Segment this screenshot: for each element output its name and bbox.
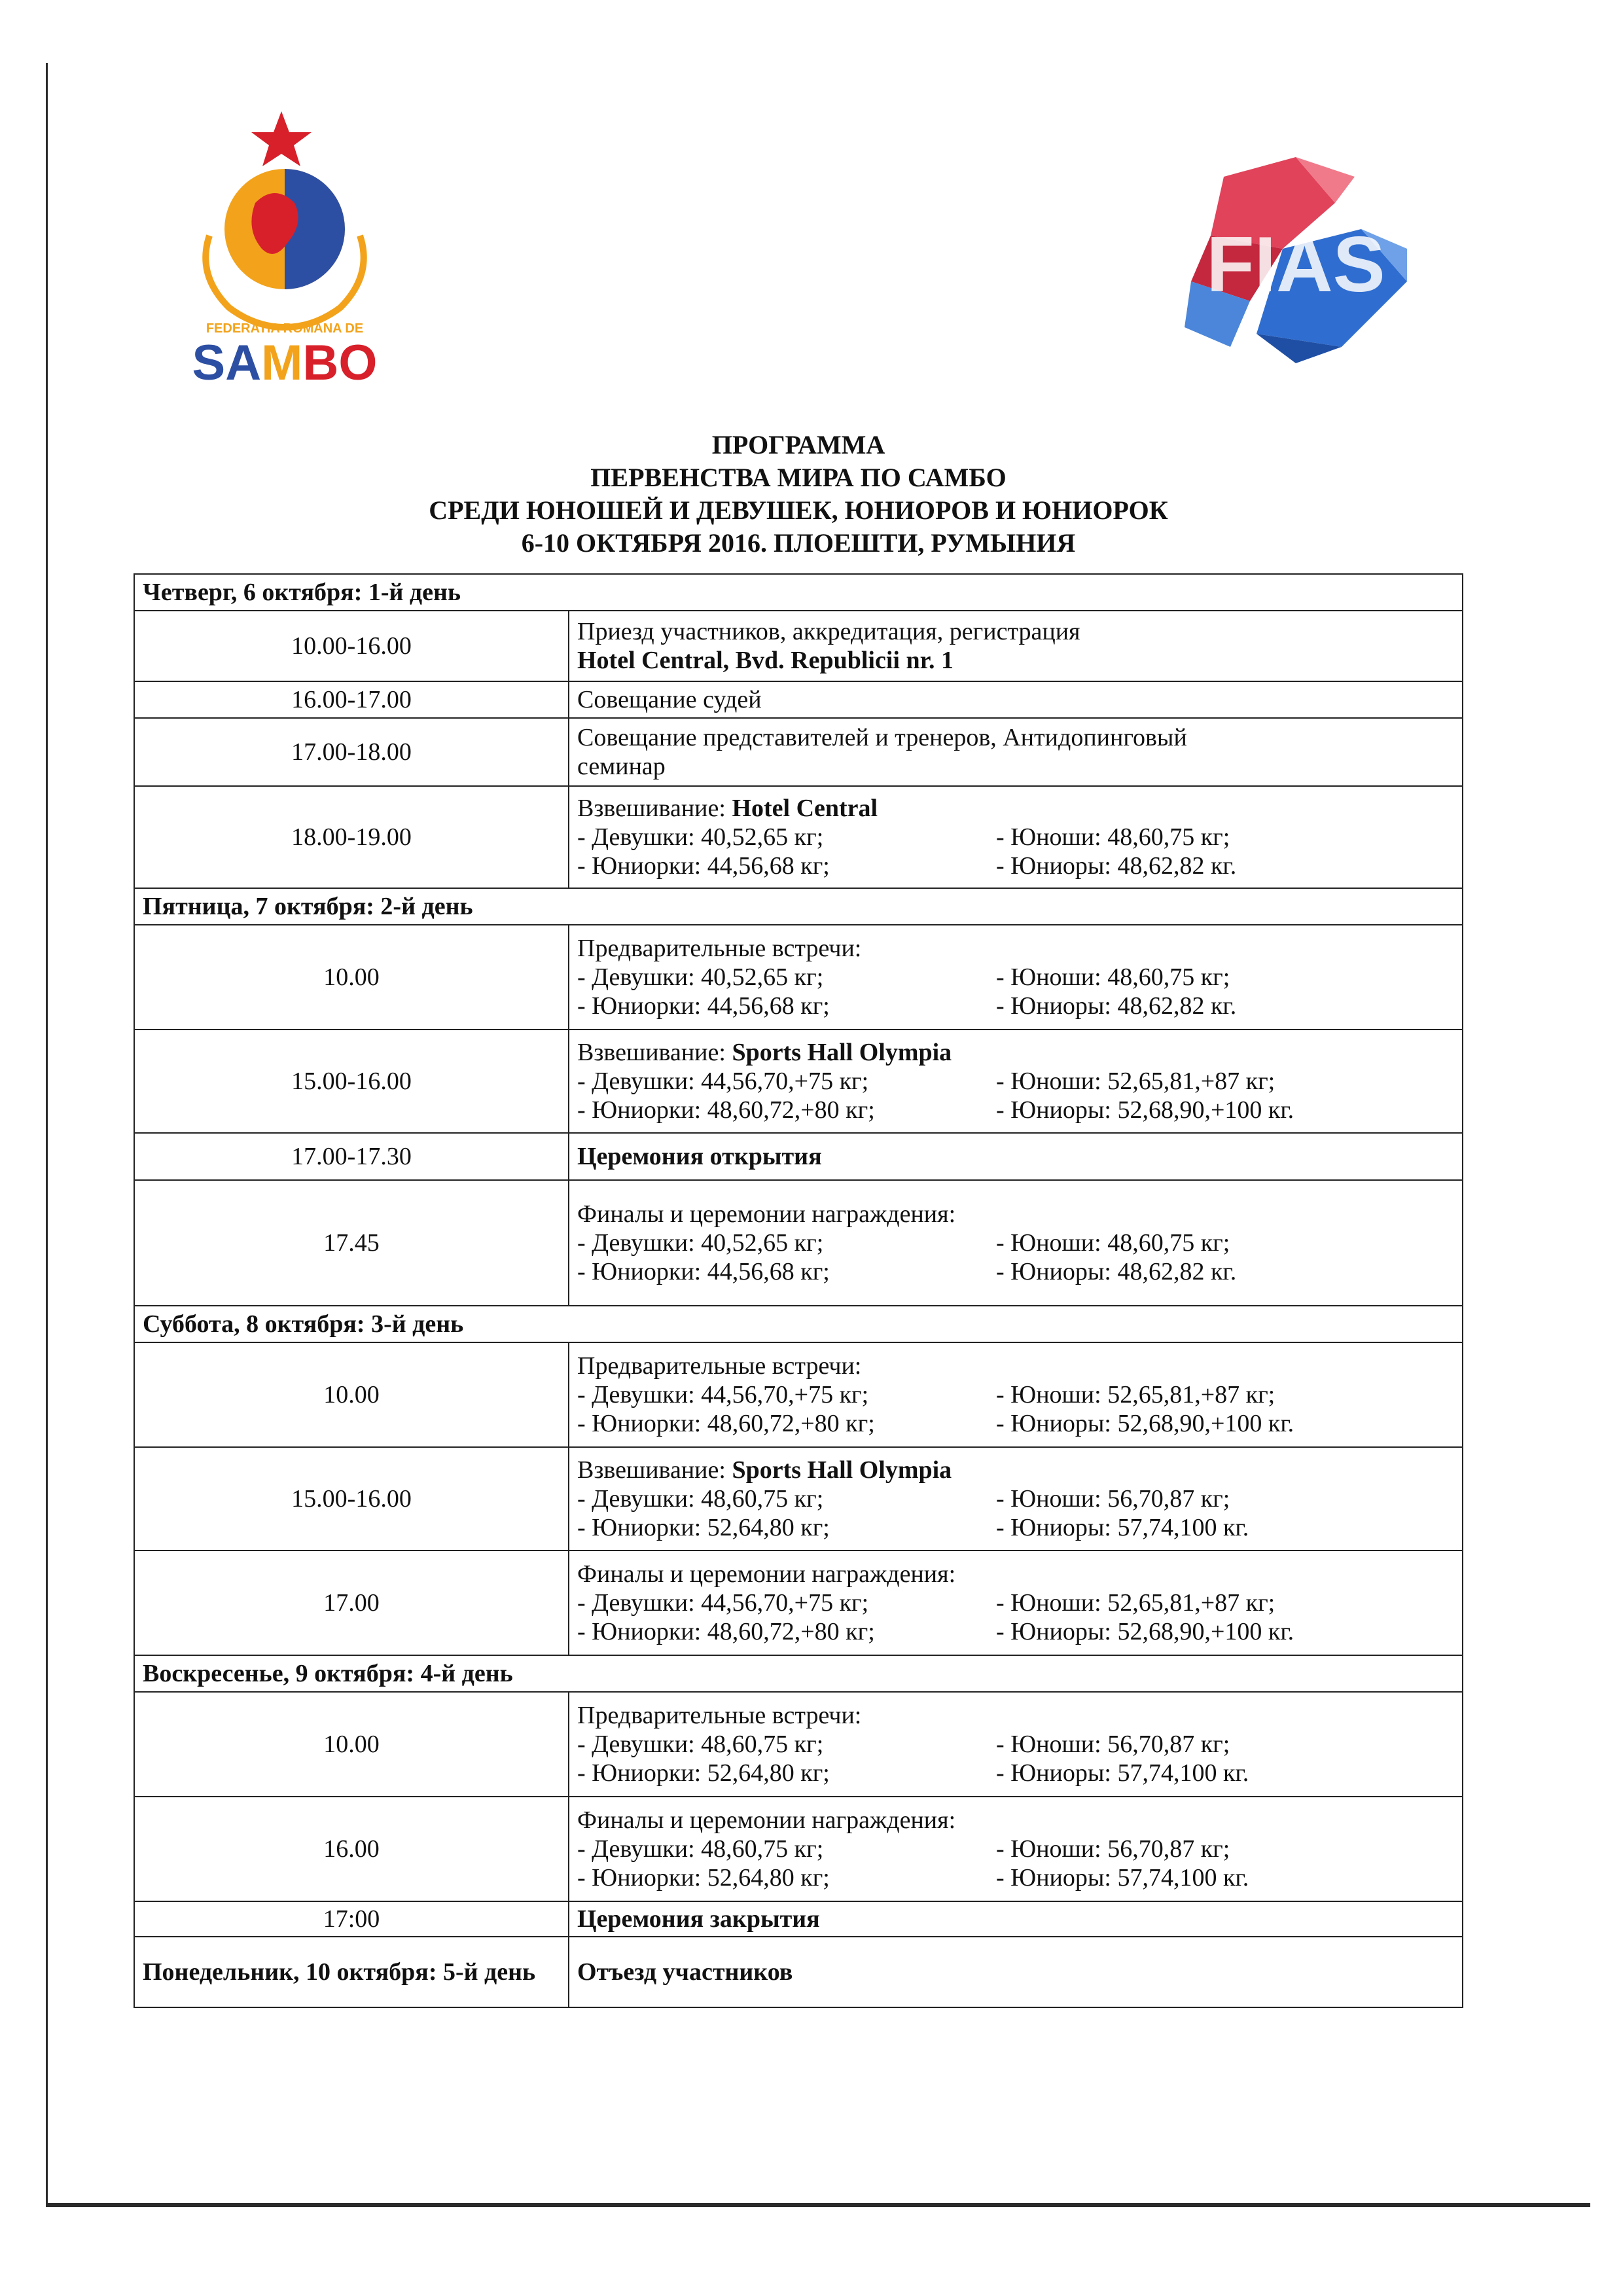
schedule-row [134, 681, 1463, 718]
weight-girls: - Девушки: 40,52,65 кг; [577, 1229, 824, 1257]
weight-boys: - Юноши: 56,70,87 кг; [996, 1835, 1230, 1863]
event-venue: Hotel Central [732, 795, 878, 822]
event-cell [569, 1180, 1463, 1306]
day-header-row [134, 888, 1463, 925]
weight-boys: - Юноши: 56,70,87 кг; [996, 1731, 1230, 1758]
event-cell [569, 786, 1463, 888]
schedule-row [134, 1133, 1463, 1180]
weight-junior-women: - Юниорки: 48,60,72,+80 кг; [577, 1410, 875, 1437]
weight-junior-men: - Юниоры: 57,74,100 кг. [996, 1514, 1249, 1541]
event-label: Предварительные встречи: [577, 1352, 862, 1380]
time-cell: 17:00 [134, 1901, 569, 1937]
logo-wordmark-3: BO [302, 335, 378, 391]
event-label: Взвешивание: [577, 1456, 732, 1484]
time-cell: 18.00-19.00 [134, 786, 569, 888]
day-4-header: Воскресенье, 9 октября: 4-й день [134, 1655, 1463, 1692]
schedule-row [134, 1447, 1463, 1551]
time-cell: 15.00-16.00 [134, 1030, 569, 1133]
time-cell: 17.00 [134, 1551, 569, 1655]
weight-girls: - Девушки: 44,56,70,+75 кг; [577, 1381, 869, 1408]
weight-junior-men: - Юниоры: 52,68,90,+100 кг. [996, 1618, 1294, 1645]
event-label: Финалы и церемонии награждения: [577, 1200, 956, 1228]
weight-junior-women: - Юниорки: 44,56,68 кг; [577, 992, 830, 1020]
svg-text:SAMBO [192, 335, 378, 391]
event-label: Финалы и церемонии награждения: [577, 1560, 956, 1588]
weight-boys: - Юноши: 48,60,75 кг; [996, 823, 1230, 851]
weight-junior-women: - Юниорки: 52,64,80 кг; [577, 1864, 830, 1892]
day-1-header: Четверг, 6 октября: 1-й день [134, 574, 1463, 611]
fias-logo [1171, 151, 1420, 367]
event-label: Предварительные встречи: [577, 935, 862, 962]
day-3-header: Суббота, 8 октября: 3-й день [134, 1306, 1463, 1342]
logo-wordmark-2: M [261, 335, 303, 391]
event-venue: Hotel Central, Bvd. Republicii nr. 1 [577, 647, 954, 674]
event-venue: Sports Hall Olympia [732, 1039, 952, 1066]
event-cell [569, 1447, 1463, 1551]
event-text: Совещание представителей и тренеров, Антидопинговый [577, 724, 1187, 751]
time-cell: 17.00-17.30 [134, 1133, 569, 1180]
event-venue: Sports Hall Olympia [732, 1456, 952, 1484]
event-text: Совещание судей [569, 681, 1463, 718]
time-cell: 16.00 [134, 1797, 569, 1901]
time-cell: 17.00-18.00 [134, 718, 569, 786]
day-header-row [134, 1655, 1463, 1692]
event-cell [569, 1692, 1463, 1797]
weight-boys: - Юноши: 48,60,75 кг; [996, 963, 1230, 991]
scan-border-left [46, 63, 48, 2203]
schedule-row [134, 1551, 1463, 1655]
weight-girls: - Девушки: 48,60,75 кг; [577, 1835, 824, 1863]
day-header-row [134, 1306, 1463, 1342]
weight-girls: - Девушки: 48,60,75 кг; [577, 1731, 824, 1758]
fias-logo-text: FIAS [1206, 221, 1385, 308]
event-label: Взвешивание: [577, 795, 732, 822]
title-line-4: 6-10 ОКТЯБРЯ 2016. ПЛОЕШТИ, РУМЫНИЯ [521, 528, 1076, 558]
weight-boys: - Юноши: 52,65,81,+87 кг; [996, 1381, 1275, 1408]
event-text: Церемония закрытия [569, 1901, 1463, 1937]
weight-junior-women: - Юниорки: 44,56,68 кг; [577, 852, 830, 880]
day-header-row [134, 574, 1463, 611]
event-text: Церемония открытия [569, 1133, 1463, 1180]
weight-junior-men: - Юниоры: 48,62,82 кг. [996, 992, 1237, 1020]
weight-junior-women: - Юниорки: 48,60,72,+80 кг; [577, 1096, 875, 1124]
schedule-row [134, 718, 1463, 786]
weight-boys: - Юноши: 48,60,75 кг; [996, 1229, 1230, 1257]
weight-junior-women: - Юниорки: 44,56,68 кг; [577, 1258, 830, 1285]
schedule-row [134, 611, 1463, 681]
schedule-row [134, 1180, 1463, 1306]
weight-girls: - Девушки: 40,52,65 кг; [577, 963, 824, 991]
event-cell [569, 1797, 1463, 1901]
schedule-row [134, 1937, 1463, 2007]
weight-junior-men: - Юниоры: 57,74,100 кг. [996, 1759, 1249, 1787]
title-line-1: ПРОГРАММА [711, 430, 885, 459]
time-cell: 17.45 [134, 1180, 569, 1306]
schedule-row [134, 1030, 1463, 1133]
weight-junior-women: - Юниорки: 48,60,72,+80 кг; [577, 1618, 875, 1645]
weight-boys: - Юноши: 52,65,81,+87 кг; [996, 1067, 1275, 1095]
weight-junior-women: - Юниорки: 52,64,80 кг; [577, 1759, 830, 1787]
weight-girls: - Девушки: 44,56,70,+75 кг; [577, 1067, 869, 1095]
schedule-row [134, 1901, 1463, 1937]
weight-boys: - Юноши: 56,70,87 кг; [996, 1485, 1230, 1513]
weight-girls: - Девушки: 40,52,65 кг; [577, 823, 824, 851]
romanian-sambo-federation-logo [177, 105, 399, 393]
event-label: Финалы и церемонии награждения: [577, 1806, 956, 1834]
event-cell [569, 1342, 1463, 1447]
event-cell [569, 718, 1463, 786]
event-text: Отъезд участников [569, 1937, 1463, 2007]
time-cell: 10.00-16.00 [134, 611, 569, 681]
weight-junior-men: - Юниоры: 52,68,90,+100 кг. [996, 1096, 1294, 1124]
weight-junior-women: - Юниорки: 52,64,80 кг; [577, 1514, 830, 1541]
weight-junior-men: - Юниоры: 48,62,82 кг. [996, 852, 1237, 880]
time-cell: 15.00-16.00 [134, 1447, 569, 1551]
time-cell: 10.00 [134, 1342, 569, 1447]
event-cell [569, 1551, 1463, 1655]
weight-junior-men: - Юниоры: 57,74,100 кг. [996, 1864, 1249, 1892]
day-2-header: Пятница, 7 октября: 2-й день [134, 888, 1463, 925]
event-label: Предварительные встречи: [577, 1702, 862, 1729]
scan-border-bottom [46, 2203, 1590, 2207]
document-title [131, 429, 1466, 560]
event-text: Приезд участников, аккредитация, регистрация [577, 618, 1080, 645]
title-line-3: СРЕДИ ЮНОШЕЙ И ДЕВУШЕК, ЮНИОРОВ И ЮНИОРОК [429, 495, 1168, 525]
schedule-row [134, 925, 1463, 1030]
event-label: Взвешивание: [577, 1039, 732, 1066]
weight-girls: - Девушки: 48,60,75 кг; [577, 1485, 824, 1513]
schedule-table [134, 573, 1463, 2008]
event-text: семинар [577, 753, 666, 780]
day-5-header: Понедельник, 10 октября: 5-й день [134, 1937, 569, 2007]
event-cell [569, 925, 1463, 1030]
schedule-row [134, 1342, 1463, 1447]
logo-ring-text: FEDERATIA ROMANA DE [205, 321, 364, 336]
time-cell: 10.00 [134, 925, 569, 1030]
weight-junior-men: - Юниоры: 52,68,90,+100 кг. [996, 1410, 1294, 1437]
event-cell [569, 1030, 1463, 1133]
time-cell: 16.00-17.00 [134, 681, 569, 718]
weight-junior-men: - Юниоры: 48,62,82 кг. [996, 1258, 1237, 1285]
title-line-2: ПЕРВЕНСТВА МИРА ПО САМБО [590, 463, 1007, 492]
logo-wordmark-1: SA [192, 335, 262, 391]
schedule-row [134, 1692, 1463, 1797]
time-cell: 10.00 [134, 1692, 569, 1797]
schedule-row [134, 1797, 1463, 1901]
weight-boys: - Юноши: 52,65,81,+87 кг; [996, 1589, 1275, 1617]
weight-girls: - Девушки: 44,56,70,+75 кг; [577, 1589, 869, 1617]
schedule-row [134, 786, 1463, 888]
event-cell [569, 611, 1463, 681]
